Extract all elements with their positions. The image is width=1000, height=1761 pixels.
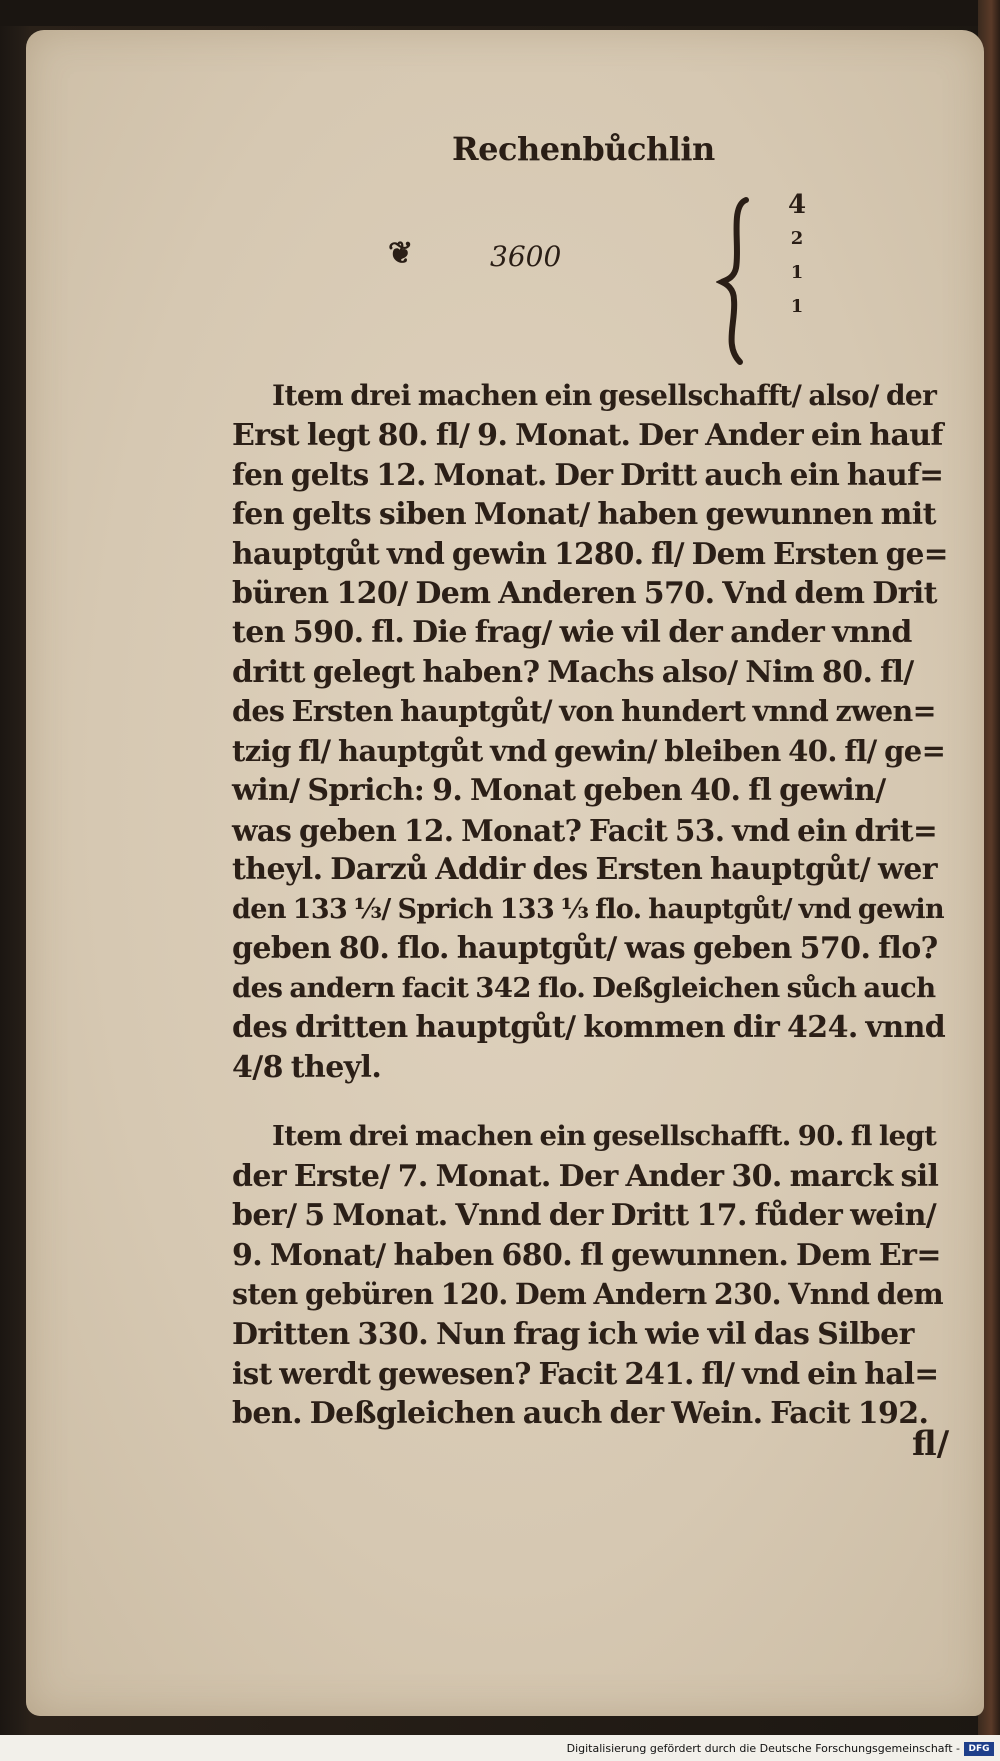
text-line: ten 590. fl. Die frag/ wie vil der ander vnnd [232, 615, 912, 650]
text-line: des andern facit 342 flo. Deßgleichen sůch auch [232, 971, 936, 1004]
brace-number: 4 [787, 190, 807, 220]
brace-number: 1 [790, 262, 804, 283]
text-line: sten gebüren 120. Dem Andern 230. Vnnd dem [232, 1277, 944, 1311]
text-line: fen gelts siben Monat/ haben gewunnen mit [232, 496, 936, 532]
header-ornament: ❦ [388, 236, 414, 271]
text-line: Item drei machen ein gesellschafft. 90. fl legt [272, 1120, 937, 1152]
text-line: ist werdt gewesen? Facit 241. fl/ vnd ein hal= [232, 1356, 939, 1391]
footer-bar [0, 1740, 1000, 1761]
text-line: Erst legt 80. fl/ 9. Monat. Der Ander ein hauf [232, 417, 943, 453]
text-line: Dritten 330. Nun frag ich wie vil das Silber [232, 1316, 914, 1352]
running-head: Rechenbůchlin [452, 130, 715, 168]
footer-credit: Digitalisierung gefördert durch die Deutsche Forschungsgemeinschaft - [566, 1742, 960, 1755]
text-line: fen gelts 12. Monat. Der Dritt auch ein hauf= [232, 457, 944, 492]
curly-brace-icon [716, 196, 760, 366]
text-line: ben. Deßgleichen auch der Wein. Facit 192. [232, 1395, 929, 1431]
text-line: Item drei machen ein gesellschafft/ also/ der [272, 379, 937, 412]
text-line: ber/ 5 Monat. Vnnd der Dritt 17. fůder wein/ [232, 1198, 937, 1233]
text-line: win/ Sprich: 9. Monat geben 40. fl gewin/ [232, 773, 886, 808]
text-line: geben 80. flo. hauptgůt/ was geben 570. flo? [232, 931, 938, 966]
text-line: was geben 12. Monat? Facit 53. vnd ein drit= [232, 812, 938, 848]
catchword: fl/ [912, 1424, 950, 1464]
header-number: 3600 [490, 240, 562, 273]
text-line: hauptgůt vnd gewin 1280. fl/ Dem Ersten ge= [232, 536, 948, 571]
brace-number: 1 [790, 296, 804, 317]
text-line: tzig fl/ hauptgůt vnd gewin/ bleiben 40. fl/ ge= [232, 733, 946, 768]
text-line: der Erste/ 7. Monat. Der Ander 30. marck sil [232, 1158, 939, 1194]
text-line: des dritten hauptgůt/ kommen dir 424. vnnd [232, 1010, 946, 1045]
paragraph-1 [232, 376, 948, 1087]
text-line: des Ersten hauptgůt/ von hundert vnnd zwen= [232, 694, 936, 728]
text-line: büren 120/ Dem Anderen 570. Vnd dem Drit [232, 575, 937, 611]
scan-top-edge [0, 0, 1000, 26]
text-line: den 133 ⅓/ Sprich 133 ⅓ flo. hauptgůt/ vnd gewin [232, 893, 945, 925]
text-line: theyl. Darzů Addir des Ersten hauptgůt/ wer [232, 852, 937, 887]
paragraph-2 [232, 1117, 948, 1433]
brace-number: 2 [790, 228, 804, 249]
text-line: 4/8 theyl. [232, 1049, 382, 1085]
text-line: 9. Monat/ haben 680. fl gewunnen. Dem Er= [232, 1237, 941, 1273]
dfg-logo: DFG [964, 1742, 994, 1756]
text-line: dritt gelegt haben? Machs also/ Nim 80. fl/ [232, 654, 914, 690]
